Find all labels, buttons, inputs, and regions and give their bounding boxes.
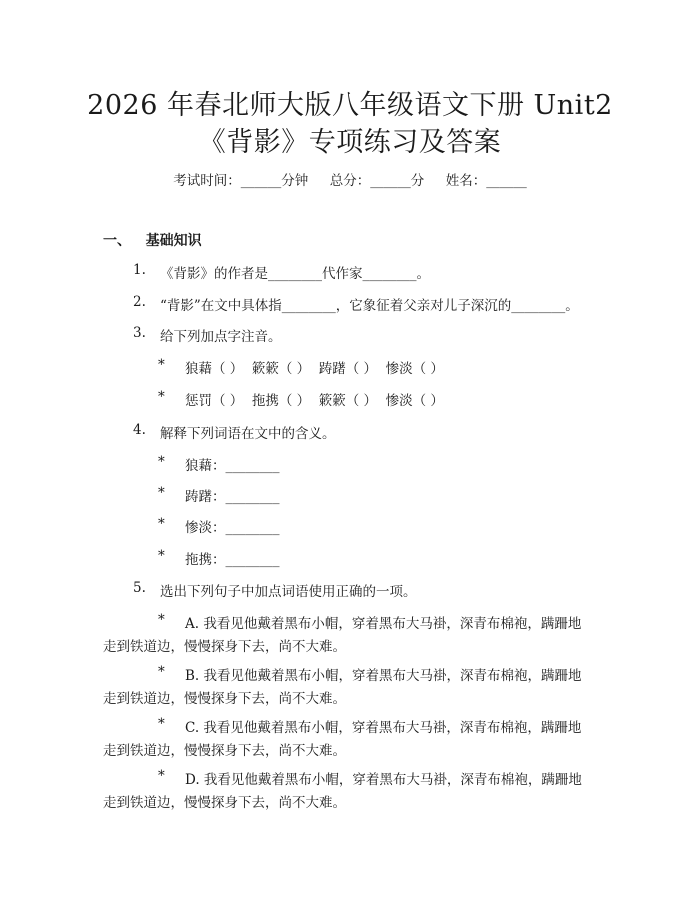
definition-item: 狼藉：________ — [185, 458, 280, 474]
definition-item: 踌躇：________ — [185, 489, 280, 505]
option-b-line-2: 走到铁道边，慢慢探身下去，尚不大难。 — [103, 691, 346, 707]
question-3-text: 给下列加点字注音。 — [160, 329, 282, 345]
option-a-line-2: 走到铁道边，慢慢探身下去，尚不大难。 — [103, 639, 346, 655]
question-3-number: 3. — [133, 325, 146, 341]
bullet: * — [158, 548, 165, 564]
option-d-line-1: D. 我看见他戴着黑布小帽，穿着黑布大马褂，深青布棉袍，蹒跚地 — [185, 772, 582, 788]
question-1-text: 《背影》的作者是________代作家________。 — [160, 266, 430, 282]
definition-item: 惨淡：________ — [185, 520, 280, 536]
question-1-number: 1. — [133, 262, 146, 278]
question-4-text: 解释下列词语在文中的含义。 — [160, 426, 336, 442]
question-5-number: 5. — [133, 580, 146, 596]
option-b-line-1: B. 我看见他戴着黑布小帽，穿着黑布大马褂，深青布棉袍，蹒跚地 — [185, 668, 582, 684]
question-5-text: 选出下列句子中加点词语使用正确的一项。 — [160, 584, 417, 600]
bullet: * — [158, 485, 165, 501]
bullet: * — [158, 389, 165, 405]
option-c-line-2: 走到铁道边，慢慢探身下去，尚不大难。 — [103, 743, 346, 759]
title-line-2: 《背影》专项练习及答案 — [198, 127, 502, 158]
option-c-line-1: C. 我看见他戴着黑布小帽，穿着黑布大马褂，深青布棉袍，蹒跚地 — [185, 720, 582, 736]
question-4-number: 4. — [133, 422, 146, 438]
bullet: * — [158, 664, 165, 680]
bullet: * — [158, 716, 165, 732]
option-d-line-2: 走到铁道边，慢慢探身下去，尚不大难。 — [103, 795, 346, 811]
bullet: * — [158, 612, 165, 628]
bullet: * — [158, 357, 165, 373]
question-2-text: “背影”在文中具体指________，它象征着父亲对儿子深沉的________。 — [160, 298, 579, 314]
definition-item: 拖携：________ — [185, 552, 280, 568]
bullet: * — [158, 454, 165, 470]
pinyin-item-row: 惩罚（ ） 拖携（ ） 簌簌（ ） 惨淡（ ） — [185, 393, 444, 409]
bullet: * — [158, 516, 165, 532]
question-2-number: 2. — [133, 294, 146, 310]
exam-meta: 考试时间：______分钟 总分：______分 姓名：______ — [173, 173, 527, 189]
section-heading-basic-knowledge: 一、 基础知识 — [103, 233, 202, 249]
title-line-1: 2026 年春北师大版八年级语文下册 Unit2 — [87, 90, 613, 121]
bullet: * — [158, 768, 165, 784]
option-a-line-1: A. 我看见他戴着黑布小帽，穿着黑布大马褂，深青布棉袍，蹒跚地 — [185, 616, 582, 632]
pinyin-item-row: 狼藉（ ） 簌簌（ ） 踌躇（ ） 惨淡（ ） — [185, 361, 444, 377]
